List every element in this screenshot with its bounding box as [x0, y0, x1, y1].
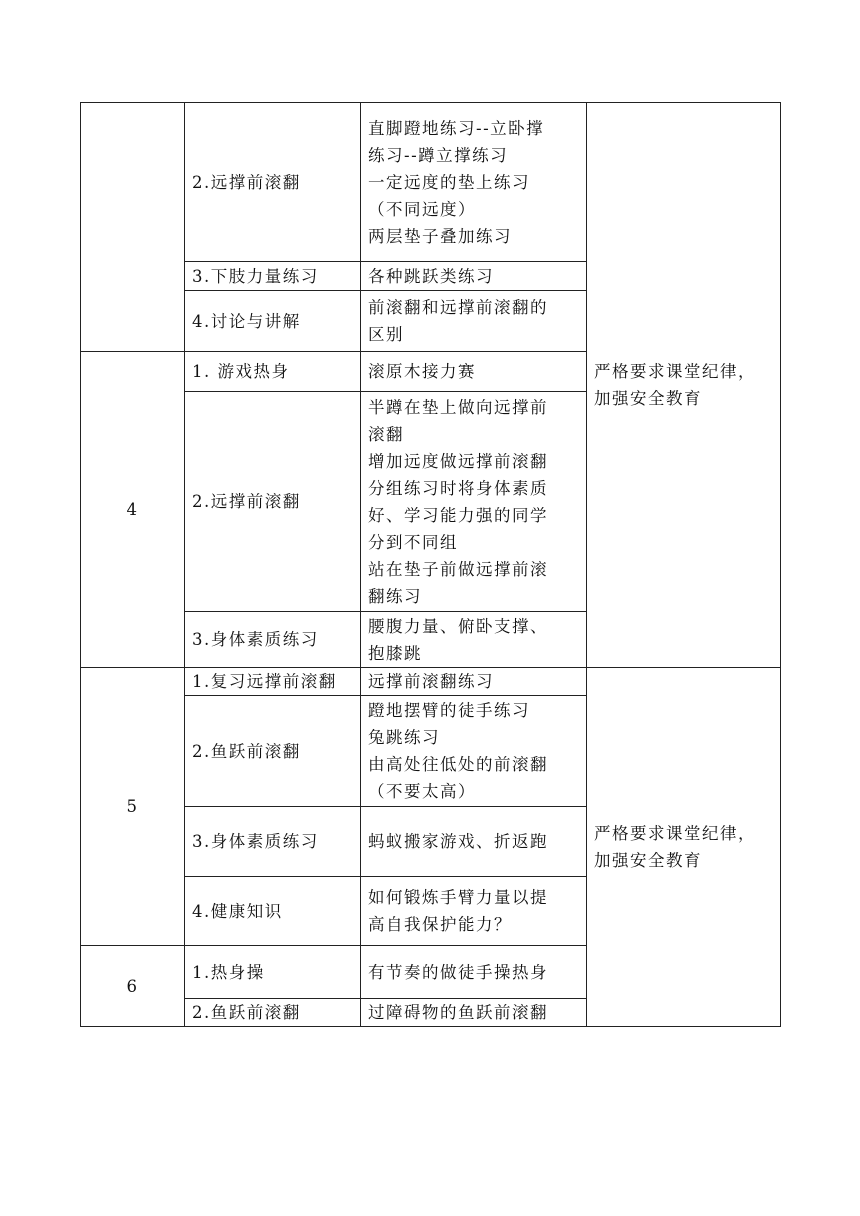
content-line: 一定远度的垫上练习: [368, 172, 530, 192]
table-row: [81, 103, 781, 262]
content-line: 蚂蚁搬家游戏、折返跑: [368, 832, 548, 851]
activity-cell: 4.讨论与讲解: [185, 291, 361, 352]
content-line: 翻练习: [368, 586, 422, 606]
content-line: 前滚翻和远撑前滚翻的: [368, 298, 548, 317]
table-row: [81, 668, 781, 696]
note-line: 严格要求课堂纪律，: [594, 824, 756, 843]
content-cell: [361, 392, 587, 612]
week-cell: 4: [81, 352, 185, 668]
activity-cell: 2.远撑前滚翻: [185, 392, 361, 612]
content-cell: [361, 262, 587, 291]
week-cell: [81, 103, 185, 352]
content-line: 蹬地摆臂的徒手练习: [368, 701, 530, 720]
content-line: 滚翻: [368, 424, 404, 444]
content-line: 如何锻炼手臂力量以提: [368, 888, 548, 907]
content-cell: [361, 668, 587, 696]
notes-cell: [587, 103, 781, 668]
activity-cell: 1.复习远撑前滚翻: [185, 668, 361, 696]
content-line: 两层垫子叠加练习: [368, 226, 512, 246]
content-line: 增加远度做远撑前滚翻: [368, 451, 548, 471]
week-cell: 6: [81, 946, 185, 1027]
activity-cell: 2.鱼跃前滚翻: [185, 999, 361, 1027]
lesson-plan-table: [80, 102, 781, 1027]
content-line: 好、学习能力强的同学: [368, 505, 548, 525]
content-line: （不同远度）: [368, 199, 476, 219]
note-line: 加强安全教育: [594, 389, 702, 408]
content-cell: [361, 352, 587, 392]
content-line: 练习--蹲立撑练习: [368, 145, 509, 165]
content-cell: [361, 103, 587, 262]
activity-cell: 1.热身操: [185, 946, 361, 999]
content-line: 滚原木接力赛: [368, 362, 476, 381]
content-line: 站在垫子前做远撑前滚: [368, 559, 548, 579]
content-line: 腰腹力量、俯卧支撑、: [368, 616, 548, 636]
content-cell: [361, 807, 587, 877]
content-line: 各种跳跃类练习: [368, 266, 494, 286]
activity-cell: 2.鱼跃前滚翻: [185, 696, 361, 807]
week-cell: 5: [81, 668, 185, 946]
content-cell: [361, 946, 587, 999]
activity-cell: 1. 游戏热身: [185, 352, 361, 392]
content-line: 高自我保护能力？: [368, 915, 512, 934]
content-line: 由高处往低处的前滚翻: [368, 755, 548, 774]
activity-cell: 2.远撑前滚翻: [185, 103, 361, 262]
notes-cell: [587, 668, 781, 1027]
content-line: 兔跳练习: [368, 728, 440, 747]
content-line: 抱膝跳: [368, 643, 422, 663]
content-line: （不要太高）: [368, 782, 476, 801]
content-line: 远撑前滚翻练习: [368, 672, 494, 691]
activity-cell: 3.身体素质练习: [185, 612, 361, 668]
content-cell: [361, 999, 587, 1027]
content-line: 区别: [368, 325, 404, 344]
content-line: 分到不同组: [368, 532, 458, 552]
activity-cell: 3.身体素质练习: [185, 807, 361, 877]
content-cell: [361, 877, 587, 946]
content-line: 分组练习时将身体素质: [368, 478, 548, 498]
content-line: 过障碍物的鱼跃前滚翻: [368, 1003, 548, 1022]
content-cell: [361, 291, 587, 352]
note-line: 加强安全教育: [594, 851, 702, 870]
activity-cell: 3.下肢力量练习: [185, 262, 361, 291]
content-cell: [361, 696, 587, 807]
content-cell: [361, 612, 587, 668]
content-line: 半蹲在垫上做向远撑前: [368, 397, 548, 417]
content-line: 直脚蹬地练习--立卧撑: [368, 118, 545, 138]
activity-cell: 4.健康知识: [185, 877, 361, 946]
content-line: 有节奏的做徒手操热身: [368, 962, 548, 982]
note-line: 严格要求课堂纪律，: [594, 362, 756, 381]
